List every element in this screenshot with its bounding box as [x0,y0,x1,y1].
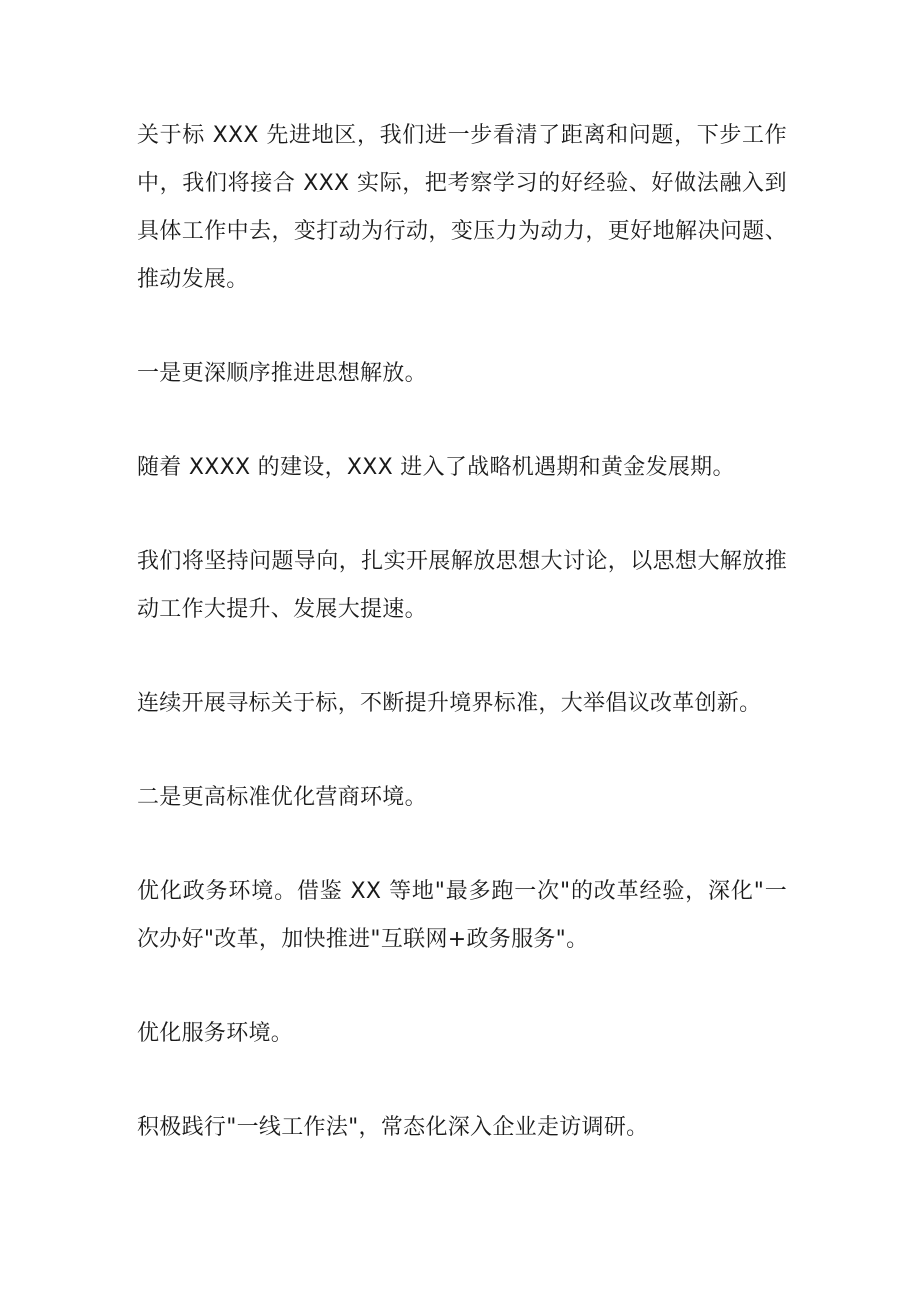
paragraph-frontline-method: 积极践行"一线工作法"，常态化深入企业走访调研。 [137,1115,649,1140]
paragraph-government-environment: 优化政务环境。借鉴 XX 等地"最多跑一次"的改革经验，深化"一次办好"改革，加快推进"互联网+政务服务"。 [137,879,787,952]
heading-point-one: 一是更深顺序推进思想解放。 [137,361,427,386]
paragraph-intro: 关于标 XXX 先进地区，我们进一步看清了距离和问题，下步工作中，我们将接合 XXX 实际，把考察学习的好经验、好做法融入到具体工作中去，变打动为行动，变压力为动力，更好地解决问题、推动发展。 [137,123,787,292]
paragraph-benchmarking: 连续开展寻标关于标，不断提升境界标准，大举倡议改革创新。 [137,691,762,716]
document-body [137,112,787,1152]
paragraph-development: 随着 XXXX 的建设，XXX 进入了战略机遇期和黄金发展期。 [137,455,735,480]
paragraph-service-environment: 优化服务环境。 [137,1021,294,1046]
paragraph-problem-oriented: 我们将坚持问题导向，扎实开展解放思想大讨论，以思想大解放推动工作大提升、发展大提速。 [137,549,787,622]
heading-point-two: 二是更高标准优化营商环境。 [137,785,427,810]
